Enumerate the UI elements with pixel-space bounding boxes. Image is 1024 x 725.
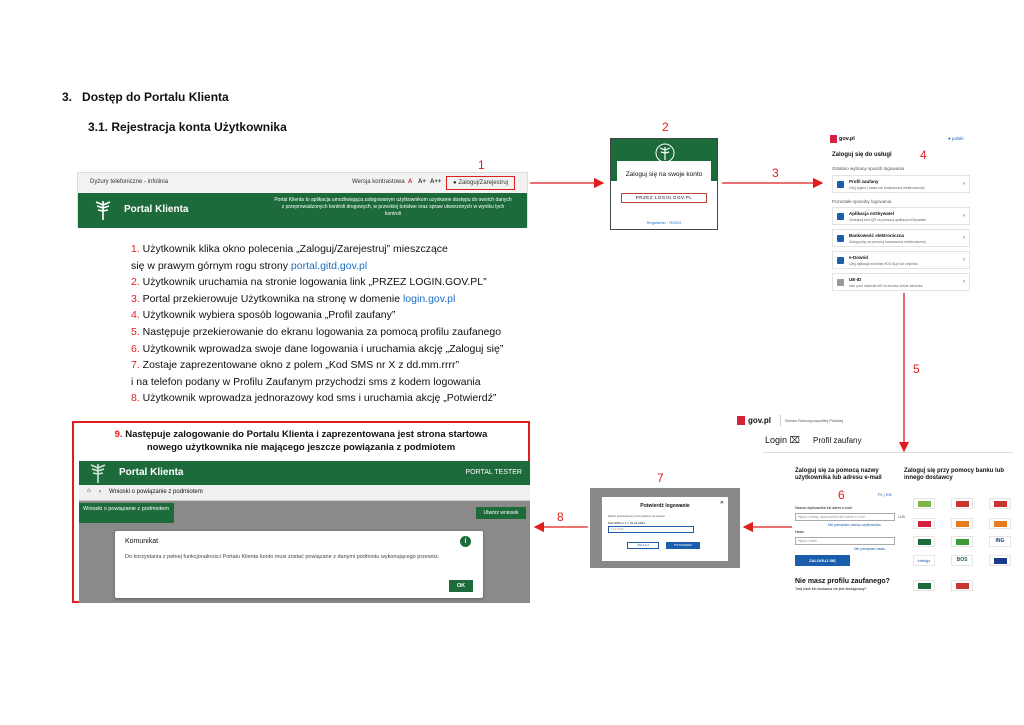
- step-line: 4. Użytkownik wybiera sposób logowania „Profil zaufany”: [131, 309, 396, 322]
- forgot-username-link[interactable]: Nie pamiętam nazwy użytkownika: [828, 523, 881, 527]
- subsection-heading: 3.1. Rejestracja konta Użytkownika: [88, 120, 287, 134]
- user-name[interactable]: PORTAL TESTER: [465, 469, 522, 476]
- modal-text: Do korzystania z pełnej funkcjonalności Portalu Klienta konto musi zostać powiązane z danymi podmiotu wykonującego przewóz.: [125, 554, 440, 560]
- step-line: 2. Użytkownik uruchamia na stronie logowania link „PRZEZ LOGIN.GOV.PL”: [131, 276, 487, 289]
- language-switch[interactable]: ● polski: [948, 136, 964, 141]
- chevron-right-icon: ›: [963, 235, 965, 241]
- language-switch[interactable]: PL | EN: [878, 492, 892, 497]
- step-line: się w prawym górnym rogu strony portal.gitd.gov.pl: [131, 259, 368, 272]
- profil-zaufany-title: Profil zaufany: [813, 436, 862, 445]
- login-register-button[interactable]: ● Zaloguj/Zarejestruj: [446, 176, 515, 190]
- cancel-button[interactable]: ANULUJ: [627, 542, 659, 549]
- step-line: 5. Następuje przekierowanie do ekranu logowania za pomocą profilu zaufanego: [131, 325, 502, 338]
- password-input[interactable]: Wpisz hasło: [795, 537, 895, 545]
- section-heading: 3. Dostęp do Portalu Klienta: [62, 90, 229, 104]
- step-number-6: 6: [838, 488, 845, 502]
- recent-method-label: Ostatnio wybrany sposób logowania: [832, 166, 905, 171]
- login-tab: Login ⌧: [765, 435, 800, 445]
- contrast-toggle[interactable]: Wersja kontrastowa: [352, 179, 405, 185]
- login-service-title: Zaloguj się do usługi: [832, 152, 892, 158]
- gov-brand: gov.pl: [839, 136, 855, 142]
- step-number-3: 3: [772, 166, 779, 180]
- portal-title: Portal Klienta: [124, 204, 189, 215]
- forgot-password-link[interactable]: Nie pamiętam hasła: [854, 547, 885, 551]
- method-edowod[interactable]: e-Dowód Użyj aplikacji mobilnej eDO App lub czytnika ›: [832, 251, 970, 269]
- step-line: 1. Użytkownik klika okno polecenia „Zaloguj/Zarejestruj” mieszczące: [131, 243, 448, 255]
- sms-dialog-title: Potwierdź logowanie: [640, 503, 690, 509]
- info-icon: i: [460, 536, 471, 547]
- step-line: 6. Użytkownik wprowadza swoje dane logowania i uruchamia akcję „Zaloguj się”: [131, 342, 504, 355]
- modal-title: Komunikat: [125, 538, 159, 545]
- login-gov-button[interactable]: PRZEZ LOGIN.GOV.PL: [621, 193, 707, 203]
- login-submit-button[interactable]: ZALOGUJ SIĘ: [795, 555, 850, 566]
- chevron-right-icon: ›: [963, 181, 965, 187]
- username-label: Nazwa użytkownika lub adres e-mail: [795, 506, 852, 510]
- font-size-a[interactable]: A: [408, 179, 413, 185]
- step-number-4: 4: [920, 148, 927, 162]
- chevron-right-icon: ›: [99, 489, 101, 495]
- gov-brand: gov.pl: [748, 416, 771, 425]
- step-number-7: 7: [657, 471, 664, 485]
- step-number-2: 2: [662, 120, 669, 134]
- password-label: Hasło: [795, 530, 804, 534]
- bank-tile-bos[interactable]: BOS: [951, 555, 973, 566]
- breadcrumb[interactable]: Wnioski o powiązanie z podmiotem: [109, 489, 203, 495]
- sidebar-item-requests[interactable]: Wnioski o powiązanie z podmiotem: [79, 503, 174, 523]
- portal-description: Portal Klienta to aplikacja umożliwiająca zalogowanym użytkownikom uzyskanie dostępu do swoich danych z przeprowadzonych kontroli drogowych, w przeskiej toristwe oraz spraw utworzonych w wyniku tych kontroli: [274, 197, 512, 217]
- step-number-5: 5: [913, 362, 920, 376]
- ok-button[interactable]: OK: [449, 580, 473, 592]
- step-line: 8. Użytkownik wprowadza jednorazowy kod sms i uruchamia akcję „Potwierdź”: [131, 392, 497, 405]
- chevron-right-icon: ›: [963, 213, 965, 219]
- login-gov-link[interactable]: login.gov.pl: [402, 292, 456, 305]
- bank-tile-inteligo[interactable]: inteligo: [913, 555, 935, 566]
- home-icon[interactable]: ⌂: [87, 488, 91, 494]
- service-label: Serwis Rzeczypospolitej Polskiej: [785, 418, 844, 423]
- confirm-button[interactable]: POTWIERDŹ: [666, 542, 700, 549]
- username-login-title: Zaloguj się za pomocą nazwy użytkownika lub adresu e-mail: [795, 468, 882, 481]
- sms-info: Wpisz jednorazowy kod wysłany na telefon: [608, 514, 666, 518]
- step-line: i na telefon podany w Profilu Zaufanym przychodzi sms z kodem logowania: [131, 375, 481, 388]
- no-profile-subtext: Twój bank lub dostawca nie jest obsługiwany?: [795, 587, 867, 591]
- sms-code-label: Kod SMS nr 1 z 01.01.2024: [608, 521, 645, 525]
- method-mobywatel[interactable]: Aplikacja mObywatel Zeskanuj kod QR za pomocą aplikacji mObywatel ›: [832, 207, 970, 225]
- step-number-8: 8: [557, 510, 564, 524]
- chevron-right-icon: ›: [963, 279, 965, 285]
- portal-title: Portal Klienta: [119, 467, 184, 478]
- font-size-a-plus[interactable]: A+: [418, 179, 426, 185]
- phone-hotline[interactable]: Dyżury telefoniczne - infolinia: [90, 179, 169, 185]
- or-label: LUB: [898, 515, 905, 519]
- bank-login-title: Zaloguj się przy pomocy banku lub innego dostawcy: [904, 468, 1005, 481]
- method-profil-zaufany[interactable]: Profil zaufany Użyj loginu i hasła lub bankowości elektronicznej ›: [832, 175, 970, 193]
- username-input[interactable]: Wpisz nazwę użytkownika lub adres e-mail: [795, 513, 895, 521]
- sms-code-input[interactable]: Kod SMS: [608, 526, 694, 533]
- login-card-heading: Zaloguj się na swoje konto: [625, 171, 703, 178]
- font-size-a-plus-plus[interactable]: A++: [430, 179, 442, 185]
- step9-caption: 9. Następuje zalogowanie do Portalu Klienta i zaprezentowana jest strona startowa nowego użytkownika nie mającego jeszcze powiązania z podmiotem: [114, 429, 488, 453]
- user-icon: ●: [453, 180, 457, 186]
- step-line: 7. Zostaje zaprezentowane okno z polem „Kod SMS nr X z dd.mm.rrrr”: [131, 359, 459, 372]
- method-ue-id[interactable]: UE-ID Use your national eID to access online services ›: [832, 273, 970, 291]
- no-profile-heading: Nie masz profilu zaufanego?: [795, 578, 890, 585]
- login-card-footer[interactable]: Regulamin · RODO: [646, 220, 682, 225]
- step-line: 3. Portal przekierowuje Użytkownika na stronę w domenie login.gov.pl: [131, 292, 456, 305]
- chevron-right-icon: ›: [963, 257, 965, 263]
- new-request-button[interactable]: Utwórz wniosek: [476, 507, 526, 519]
- other-methods-label: Pozostałe sposoby logowania: [832, 199, 892, 204]
- bank-tile-ing[interactable]: ING: [989, 536, 1011, 547]
- close-icon[interactable]: ✕: [719, 500, 724, 506]
- portal-link[interactable]: portal.gitd.gov.pl: [290, 259, 368, 272]
- method-bank[interactable]: Bankowość elektroniczna Zaloguj się za pomocą bankowości elektronicznej ›: [832, 229, 970, 247]
- step-number-1: 1: [478, 158, 485, 172]
